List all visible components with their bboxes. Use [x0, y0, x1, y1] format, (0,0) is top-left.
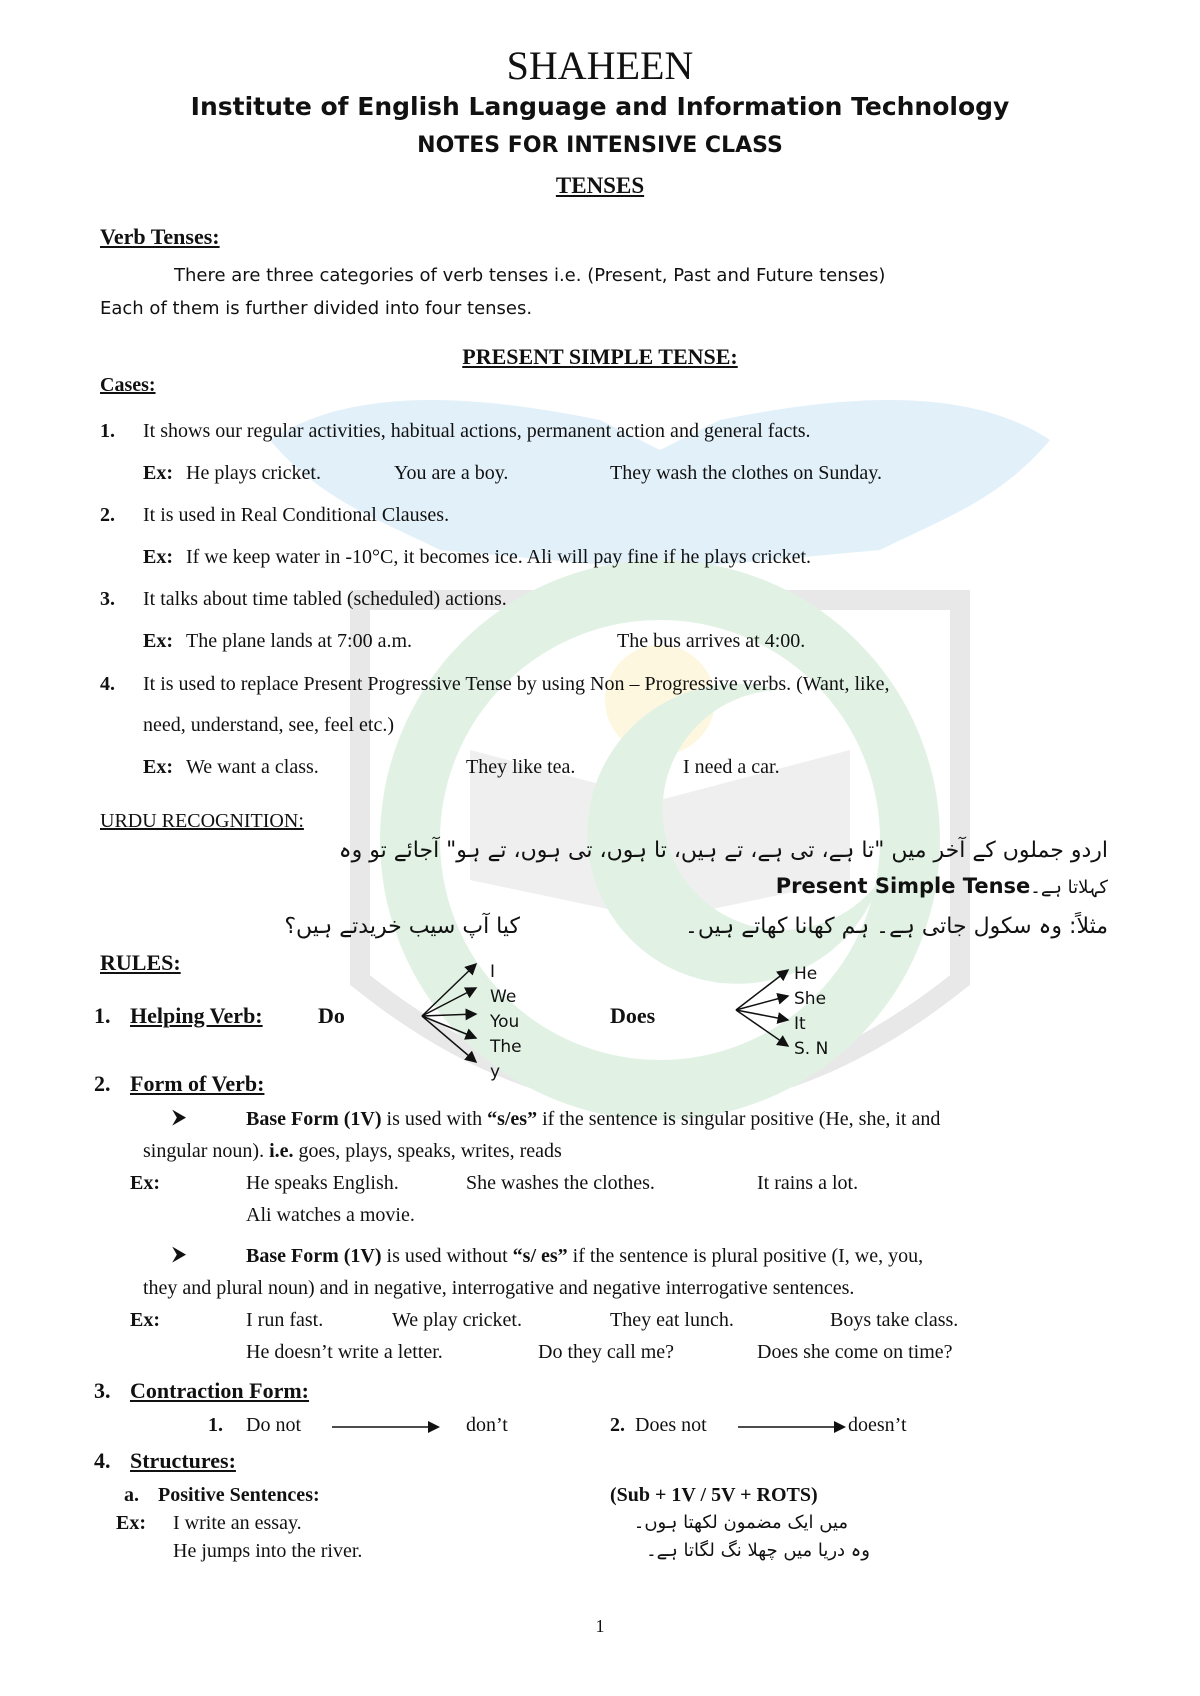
urdu-text: کہلاتا ہے۔: [1030, 877, 1108, 898]
example-text: Boys take class.: [830, 1309, 959, 1331]
cases-label: Cases:: [100, 374, 156, 396]
helping-verb-do: Do: [318, 1003, 345, 1028]
bullet-bold: i.e.: [269, 1140, 294, 1162]
urdu-line: [776, 874, 1108, 899]
example-text: I run fast.: [246, 1309, 324, 1331]
form-of-verb-label: Form of Verb:: [130, 1071, 265, 1096]
example-text: He jumps into the river.: [173, 1540, 363, 1562]
do-arrows: [420, 958, 488, 1068]
example-label: Ex:: [130, 1172, 160, 1194]
verb-tenses-line1: There are three categories of verb tenses i.e. (Present, Past and Future tenses): [174, 265, 886, 286]
does-subject: It: [794, 1014, 806, 1034]
helping-verb-does: Does: [610, 1003, 656, 1028]
example-text: The plane lands at 7:00 a.m.: [186, 630, 413, 652]
institute-name: Institute of English Language and Information Technology: [190, 92, 1010, 121]
example-label: Ex:: [130, 1309, 160, 1331]
bullet-bold: Base Form (1V): [246, 1245, 382, 1267]
contraction-arrow-icon: [332, 1416, 442, 1438]
example-text: Does she come on time?: [757, 1341, 953, 1363]
example-text: We play cricket.: [392, 1309, 522, 1331]
urdu-example: وہ دریا میں چھلا نگ لگاتا ہے۔: [646, 1540, 870, 1561]
page-title: SHAHEEN: [506, 43, 694, 88]
case-number: 4.: [100, 673, 115, 695]
example-label: Ex:: [143, 546, 173, 568]
do-subject: I: [490, 962, 496, 982]
structure-letter: a.: [124, 1484, 139, 1506]
bullet-arrow-icon: ⮞: [172, 1106, 187, 1128]
rule-number: 2.: [94, 1071, 111, 1096]
rule-number: 1.: [94, 1003, 111, 1028]
urdu-line: اردو جملوں کے آخر میں "تا ہے، تی ہے، تے ہیں، تا ہوں، تی ہوں، تے ہو" آجائے تو وہ: [338, 838, 1108, 863]
contraction-from: Does not: [635, 1414, 707, 1436]
example-text: It rains a lot.: [757, 1172, 859, 1194]
bullet-bold: “s/ es”: [512, 1245, 568, 1267]
case-number: 3.: [100, 588, 115, 610]
bullet-plain: if the sentence is singular positive (He, she, it and: [537, 1108, 941, 1130]
contraction-from: Do not: [246, 1414, 301, 1436]
verb-tenses-heading: Verb Tenses:: [100, 224, 220, 249]
do-subject: y: [490, 1062, 501, 1082]
do-subject: The: [490, 1037, 522, 1057]
case-text: It is used in Real Conditional Clauses.: [143, 504, 450, 526]
bullet-bold: Base Form (1V): [246, 1108, 382, 1130]
does-subject: He: [794, 964, 818, 984]
rules-heading: RULES:: [100, 950, 181, 975]
example-text: He speaks English.: [246, 1172, 399, 1194]
case-text-continued: need, understand, see, feel etc.): [143, 714, 394, 736]
contraction-form-label: Contraction Form:: [130, 1378, 310, 1403]
example-text: He plays cricket.: [186, 462, 321, 484]
bullet-plain: is used without: [381, 1245, 513, 1267]
example-text: They like tea.: [466, 756, 576, 778]
example-label: Ex:: [143, 462, 173, 484]
present-simple-heading: PRESENT SIMPLE TENSE:: [462, 344, 738, 369]
do-subject: We: [490, 987, 517, 1007]
example-text: You are a boy.: [394, 462, 509, 484]
positive-sentences-label: Positive Sentences:: [158, 1484, 320, 1506]
bullet-text: [246, 1245, 923, 1268]
notes-subtitle: NOTES FOR INTENSIVE CLASS: [417, 133, 783, 158]
urdu-example-line: مثلاً: وہ سکول جاتی ہے۔ ہم کھانا کھاتے ہیں۔: [685, 914, 1108, 939]
positive-formula: (Sub + 1V / 5V + ROTS): [610, 1484, 818, 1506]
do-subject: You: [490, 1012, 520, 1032]
bullet-plain: singular noun).: [143, 1140, 270, 1162]
does-subject: She: [794, 989, 827, 1009]
contraction-number: 1.: [208, 1414, 223, 1436]
urdu-example-line: کیا آپ سیب خریدتے ہیں؟: [284, 914, 520, 939]
structures-label: Structures:: [130, 1448, 236, 1473]
bullet-text-continued: [143, 1140, 562, 1163]
example-text: If we keep water in -10°C, it becomes ice. Ali will pay fine if he plays cricket.: [186, 546, 812, 568]
page-number: 1: [595, 1616, 605, 1636]
case-number: 2.: [100, 504, 115, 526]
bullet-text-continued: they and plural noun) and in negative, interrogative and negative interrogative sentences.: [143, 1277, 855, 1299]
bullet-plain: is used with: [381, 1108, 488, 1130]
example-text: Do they call me?: [538, 1341, 675, 1363]
does-subject: S. N: [794, 1039, 829, 1059]
example-text: They wash the clothes on Sunday.: [610, 462, 882, 484]
topic-heading: TENSES: [555, 173, 645, 198]
case-number: 1.: [100, 420, 115, 442]
example-text: The bus arrives at 4:00.: [617, 630, 806, 652]
rule-number: 4.: [94, 1448, 111, 1473]
bullet-arrow-icon: ⮞: [172, 1243, 187, 1265]
verb-tenses-line2: Each of them is further divided into four tenses.: [100, 298, 533, 319]
contraction-number: 2.: [610, 1414, 625, 1436]
bullet-plain: goes, plays, speaks, writes, reads: [293, 1140, 562, 1162]
does-arrows: [734, 962, 796, 1052]
contraction-to: don’t: [466, 1414, 508, 1436]
example-label: Ex:: [143, 756, 173, 778]
example-text: I need a car.: [683, 756, 780, 778]
rule-number: 3.: [94, 1378, 111, 1403]
helping-verb-label: Helping Verb:: [130, 1003, 263, 1028]
example-text: They eat lunch.: [610, 1309, 734, 1331]
example-label: Ex:: [116, 1512, 146, 1534]
example-label: Ex:: [143, 630, 173, 652]
contraction-arrow-icon: [738, 1416, 848, 1438]
case-text: It shows our regular activities, habitual actions, permanent action and general facts.: [143, 420, 811, 442]
contraction-to: doesn’t: [848, 1414, 907, 1436]
example-text: I write an essay.: [173, 1512, 302, 1534]
example-text: He doesn’t write a letter.: [246, 1341, 443, 1363]
example-text: Ali watches a movie.: [246, 1204, 415, 1226]
urdu-recognition-heading: URDU RECOGNITION:: [100, 810, 304, 832]
case-text: It talks about time tabled (scheduled) actions.: [143, 588, 507, 610]
urdu-example: میں ایک مضمون لکھتا ہوں۔: [633, 1512, 848, 1533]
bullet-bold: “s/es”: [487, 1108, 538, 1130]
bullet-plain: if the sentence is plural positive (I, we, you,: [567, 1245, 924, 1267]
case-text: It is used to replace Present Progressive Tense by using Non – Progressive verbs. (Want, like,: [143, 673, 890, 695]
example-text: We want a class.: [186, 756, 319, 778]
urdu-tense-name: Present Simple Tense: [775, 874, 1031, 898]
bullet-text: [246, 1108, 940, 1131]
example-text: She washes the clothes.: [466, 1172, 655, 1194]
